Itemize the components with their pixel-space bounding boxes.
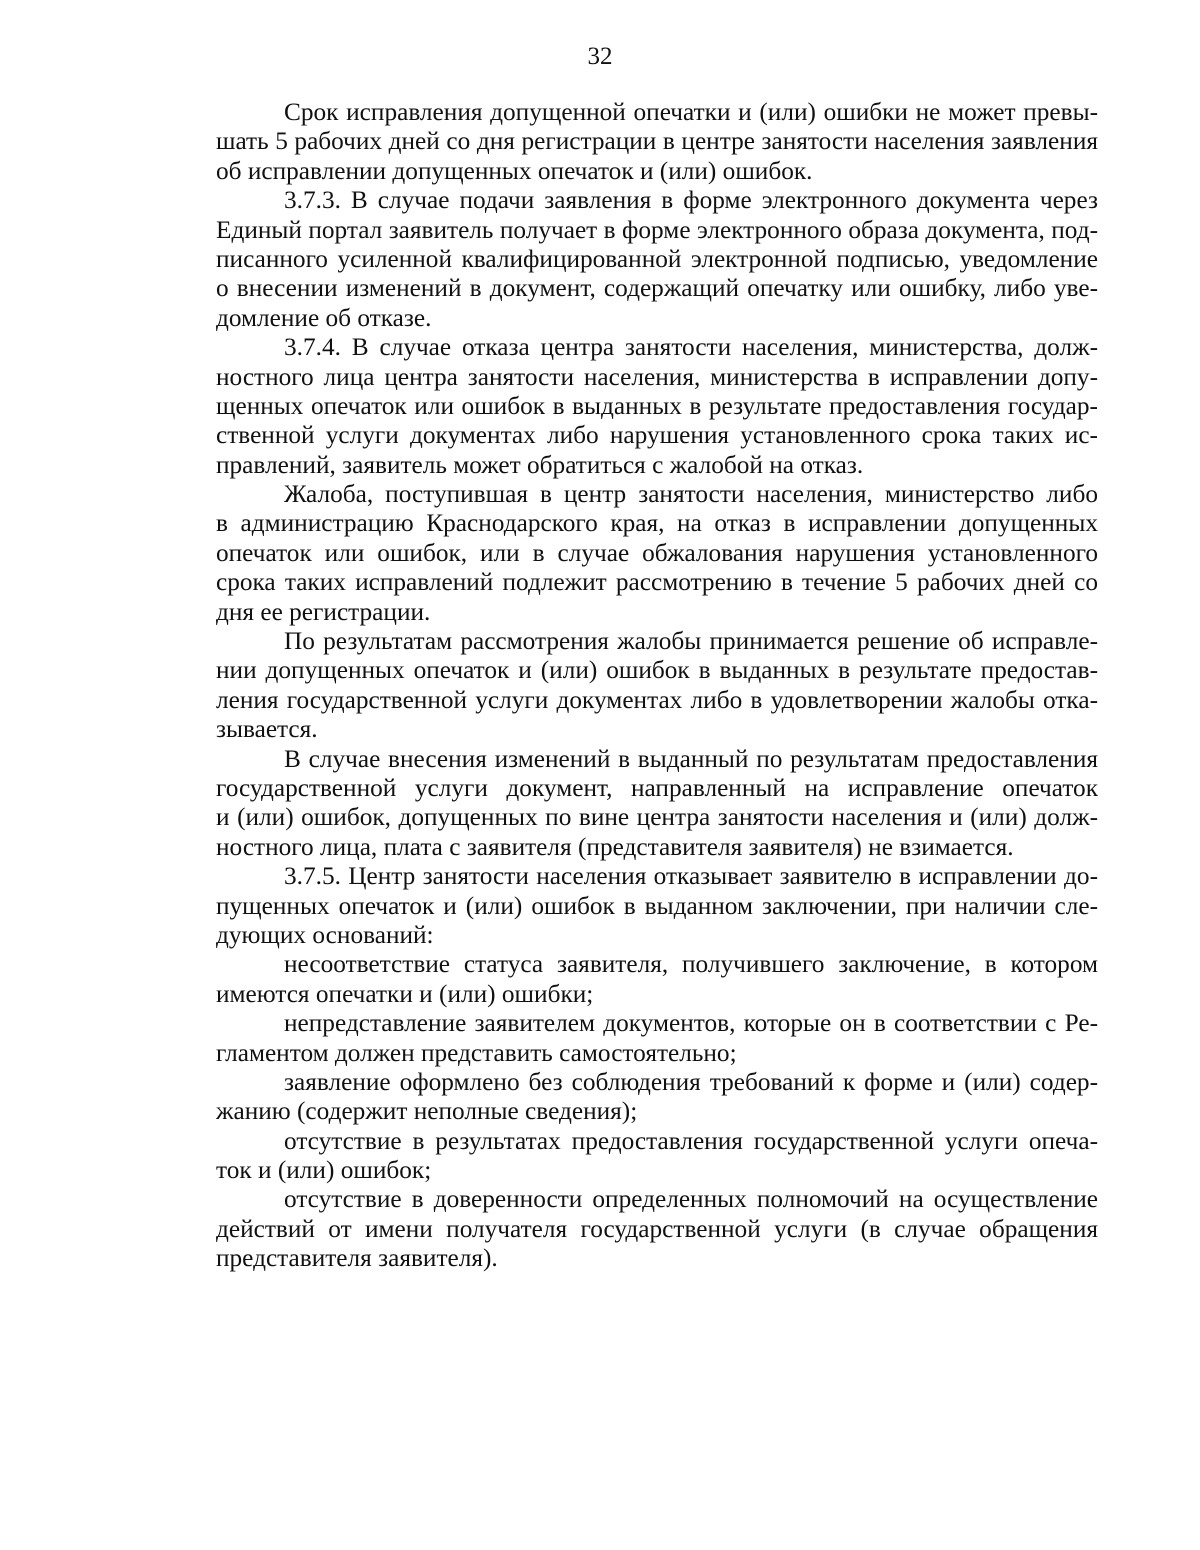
paragraph — [216, 1068, 1098, 1127]
paragraph — [216, 333, 1098, 480]
text-line: 3.7.3. В случае подачи заявления в форме электронного документа через — [284, 186, 1098, 215]
text-line: государственной услуги документ, направленный на исправление опечаток — [216, 773, 1098, 802]
text-line: По результатам рассмотрения жалобы принимается решение об исправле- — [284, 627, 1098, 656]
text-line: ления государственной услуги документах либо в удовлетворении жалобы отка- — [216, 685, 1098, 714]
text-line: опечаток или ошибок, или в случае обжалования нарушения установленного — [216, 538, 1098, 567]
text-line: писанного усиленной квалифицированной электронной подписью, уведомление — [216, 244, 1098, 273]
text-line: Срок исправления допущенной опечатки и (или) ошибки не может превы- — [284, 98, 1098, 126]
paragraph — [216, 1127, 1098, 1186]
text-line: несоответствие статуса заявителя, получившего заключение, в котором — [284, 950, 1098, 979]
text-line: дующих оснований: — [216, 920, 434, 949]
text-line: об исправлении допущенных опечаток и (или) ошибок. — [216, 156, 813, 185]
paragraph — [216, 480, 1098, 627]
paragraph — [216, 186, 1098, 333]
paragraph — [216, 745, 1098, 863]
paragraph — [216, 950, 1098, 1009]
paragraph — [216, 627, 1098, 745]
text-line: 3.7.5. Центр занятости населения отказывает заявителю в исправлении до- — [284, 862, 1098, 891]
text-line: зывается. — [216, 715, 318, 744]
text-line: правлений, заявитель может обратиться с жалобой на отказ. — [216, 450, 864, 479]
text-line: ностного лица, плата с заявителя (представителя заявителя) не взимается. — [216, 832, 1014, 861]
text-line: имеются опечатки и (или) ошибки; — [216, 979, 594, 1008]
text-line: пущенных опечаток и (или) ошибок в выданном заключении, при наличии сле- — [216, 891, 1098, 920]
text-line: ностного лица центра занятости населения, министерства в исправлении допу- — [216, 362, 1098, 391]
text-line: шать 5 рабочих дней со дня регистрации в центре занятости населения заявления — [216, 127, 1098, 156]
text-line: ственной услуги документах либо нарушения установленного срока таких ис- — [216, 421, 1098, 450]
paragraph — [216, 1009, 1098, 1068]
text-line: отсутствие в доверенности определенных полномочий на осуществление — [284, 1185, 1098, 1214]
text-line: отсутствие в результатах предоставления государственной услуги опеча- — [284, 1126, 1098, 1155]
text-line: представителя заявителя). — [216, 1244, 498, 1273]
text-line: действий от имени получателя государственной услуги (в случае обращения — [216, 1214, 1098, 1243]
text-line: Единый портал заявитель получает в форме электронного образа документа, под- — [216, 215, 1098, 244]
text-line: 3.7.4. В случае отказа центра занятости населения, министерства, долж- — [284, 333, 1098, 362]
text-line: Жалоба, поступившая в центр занятости населения, министерство либо — [284, 480, 1098, 509]
text-line: в администрацию Краснодарского края, на отказ в исправлении допущенных — [216, 509, 1098, 538]
text-line: жанию (содержит неполные сведения); — [216, 1097, 638, 1126]
page-number: 32 — [587, 43, 613, 70]
text-line: дня ее регистрации. — [216, 597, 431, 626]
text-line: В случае внесения изменений в выданный по результатам предоставления — [284, 744, 1098, 773]
text-line: заявление оформлено без соблюдения требований к форме и (или) содер- — [284, 1067, 1098, 1096]
text-line: срока таких исправлений подлежит рассмотрению в течение 5 рабочих дней со — [216, 568, 1098, 597]
text-line: ток и (или) ошибок; — [216, 1156, 432, 1185]
text-line: гламентом должен представить самостоятельно; — [216, 1038, 737, 1067]
document-body — [216, 98, 1098, 1274]
paragraph — [216, 98, 1098, 186]
paragraph — [216, 1185, 1098, 1273]
text-line: о внесении изменений в документ, содержащий опечатку или ошибку, либо уве- — [216, 274, 1098, 303]
text-line: нии допущенных опечаток и (или) ошибок в выданных в результате предостав- — [216, 656, 1098, 685]
text-line: домление об отказе. — [216, 303, 432, 332]
text-line: и (или) ошибок, допущенных по вине центра занятости населения и (или) долж- — [216, 803, 1098, 832]
paragraph — [216, 862, 1098, 950]
text-line: непредставление заявителем документов, которые он в соответствии с Ре- — [284, 1009, 1098, 1038]
text-line: щенных опечаток или ошибок в выданных в результате предоставления государ- — [216, 391, 1098, 420]
